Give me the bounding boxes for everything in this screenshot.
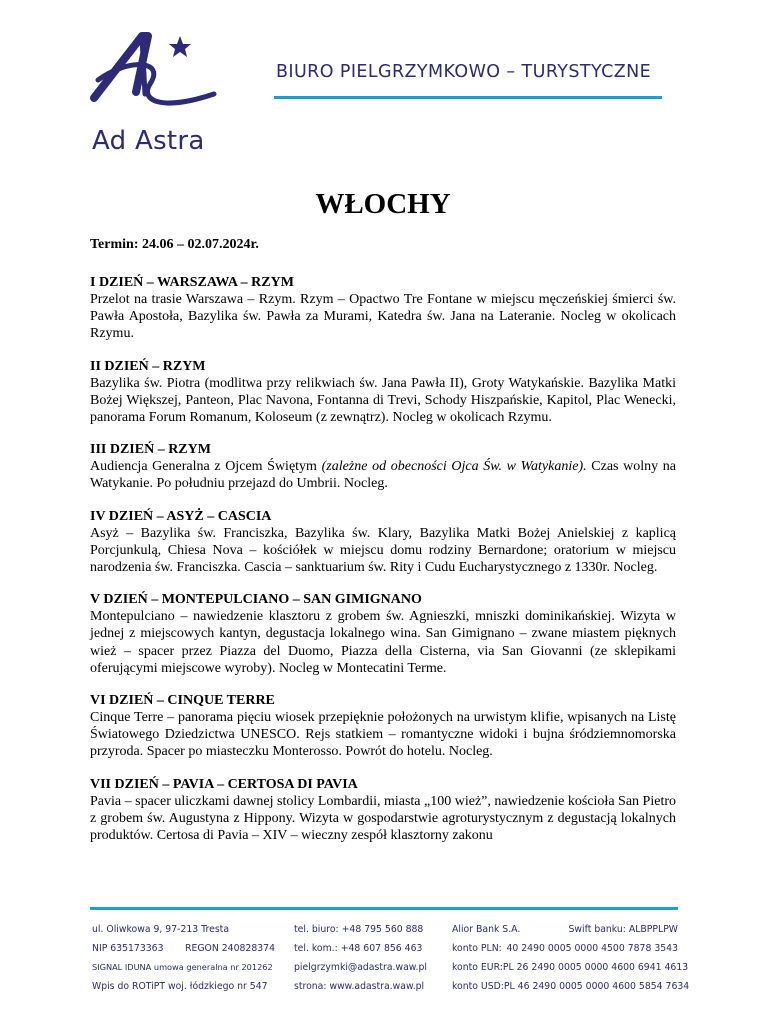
day-section <box>90 508 676 577</box>
trip-term: Termin: 24.06 – 02.07.2024r. <box>90 237 259 252</box>
footer-account-row <box>452 939 678 958</box>
footer-insurance: SIGNAL IDUNA umowa generalna nr 201262 <box>92 962 273 972</box>
day-section <box>90 591 676 677</box>
day-heading: VI DZIEŃ – CINQUE TERRE <box>90 693 275 709</box>
day-heading: II DZIEŃ – RZYM <box>90 358 206 374</box>
footer-registration <box>92 939 275 958</box>
footer-contact <box>294 920 432 996</box>
letterhead <box>0 0 768 170</box>
day-heading: I DZIEŃ – WARSZAWA – RZYM <box>90 275 294 290</box>
footer-address: ul. Oliwkowa 9, 97-213 Tresta <box>92 924 230 935</box>
day-section <box>90 358 676 427</box>
day-description: Pavia – spacer uliczkami dawnej stolicy Lombardii, miasta „100 wież”, nawiedzenie kościoła San Pietro z grobem św. Augustyna z Hippony. Wizyta w gospodarstwie agroturystycznym z degustacją lokalnych produktów. Certosa di Pavia – XIV – wieczny zespół klasztorny zakonu <box>90 793 676 844</box>
agency-name: BIURO PIELGRZYMKOWO – TURYSTYCZNE <box>276 62 652 82</box>
day-description: Bazylika św. Piotra (modlitwa przy relikwiach św. Jana Pawła II), Groty Watykańskie. Bazylika Matki Bożej Większej, Panteon, Plac Navona, Fontanna di Trevi, Schody Hiszpańskie, Kapitol, Plac Wenecki, panorama Forum Romanum, Koloseum (z zewnątrz). Nocleg w okolicach Rzymu. <box>90 375 676 426</box>
page-title: WŁOCHY <box>315 188 451 220</box>
day-section <box>90 274 676 343</box>
day-section <box>90 692 676 761</box>
footer-account-row <box>452 977 690 996</box>
account-label: konto PLN: <box>452 943 502 954</box>
day-section <box>90 776 676 845</box>
day-description: Montepulciano – nawiedzenie klasztoru z grobem św. Agnieszki, mniszki dominikańskiej. Wizyta w jednej z miejscowych kantyn, degustacja lokalnego wina. San Gimignano – zwane miastem pięknych wież – spacer przez Piazza del Duomo, Piazza della Cisterna, via San Giovanni (ze sklepikami oferującymi miejscowe wyroby). Nocleg w Montecatini Terme. <box>90 609 676 676</box>
account-number: PL 46 2490 0005 0000 4600 5854 7634 <box>503 981 690 992</box>
day-heading: IV DZIEŃ – ASYŻ – CASCIA <box>90 508 272 524</box>
footer-email-link[interactable]: pielgrzymki@adastra.waw.pl <box>294 962 427 973</box>
footer-website-link[interactable]: strona: www.adastra.waw.pl <box>294 981 425 992</box>
day-text-before: Audiencja Generalna z Ojcem Świętym <box>90 459 322 475</box>
day-description: Cinque Terre – panorama pięciu wiosek przepięknie położonych na urwistym klifie, wpisanych na Listę Światowego Dziedzictwa UNESCO. Rejs statkiem – romantyczne widoki i bujna śródziemnomorska przyroda. Spacer po miasteczku Monterosso. Powrót do hotelu. Nocleg. <box>90 710 676 760</box>
ad-astra-logo <box>88 32 228 157</box>
header-divider <box>274 96 662 99</box>
footer-phone-mobile[interactable]: tel. kom.: +48 607 856 463 <box>294 943 423 954</box>
account-label: konto USD: <box>452 981 504 992</box>
account-number: PL 26 2490 0005 0000 4600 6941 4613 <box>502 962 689 973</box>
day-section <box>90 441 676 492</box>
footer-bank-name: Alior Bank S.A. <box>452 924 521 935</box>
footer-phone-office[interactable]: tel. biuro: +48 795 560 888 <box>294 924 424 935</box>
footer-bank-row <box>452 920 678 939</box>
day-description: Przelot na trasie Warszawa – Rzym. Rzym – Opactwo Tre Fontane w miejscu męczeńskiej śmierci św. Pawła Apostoła, Bazylika św. Pawła za Murami, Katedra św. Jana na Lateranie. Nocleg w okolicach Rzymu. <box>90 292 676 342</box>
footer-swift: Swift banku: ALBPPLPW <box>568 924 678 935</box>
footer-bank <box>452 920 690 996</box>
logo-text: Ad Astra <box>92 126 205 156</box>
footer-nip: NIP 635173363 <box>92 943 164 954</box>
itinerary <box>90 186 676 859</box>
day-text-italic-note: (zależne od obecności Ojca Św. w Watykanie). <box>321 459 587 475</box>
footer-divider <box>90 907 678 910</box>
day-description <box>90 458 676 492</box>
day-text-after: Czas wolny na Watykanie. Po południu przejazd do Umbrii. Nocleg. <box>90 459 677 492</box>
account-label: konto EUR: <box>452 962 503 973</box>
footer-regon: REGON 240828374 <box>184 943 275 954</box>
footer-register: Wpis do ROTiPT woj. łódzkiego nr 547 <box>92 981 268 992</box>
footer-account-row <box>452 958 689 977</box>
star-a-logo-icon <box>88 32 228 132</box>
day-heading: III DZIEŃ – RZYM <box>90 442 211 458</box>
day-description: Asyż – Bazylika św. Franciszka, Bazylika św. Klary, Bazylika Matki Bożej Anielskiej z kaplicą Porcjunkulą, Chiesa Nova – kościółek w miejscu domu rodziny Bernardone; oratorium w miejscu narodzenia św. Franciszka. Cascia – sanktuarium św. Rity i Cudu Eucharystycznego z 1330r. Nocleg. <box>90 525 676 576</box>
day-heading: VII DZIEŃ – PAVIA – CERTOSA DI PAVIA <box>90 776 358 792</box>
day-heading: V DZIEŃ – MONTEPULCIANO – SAN GIMIGNANO <box>90 592 422 608</box>
footer-company-info <box>92 920 275 996</box>
account-number: 40 2490 0005 0000 4500 7878 3543 <box>506 943 678 954</box>
